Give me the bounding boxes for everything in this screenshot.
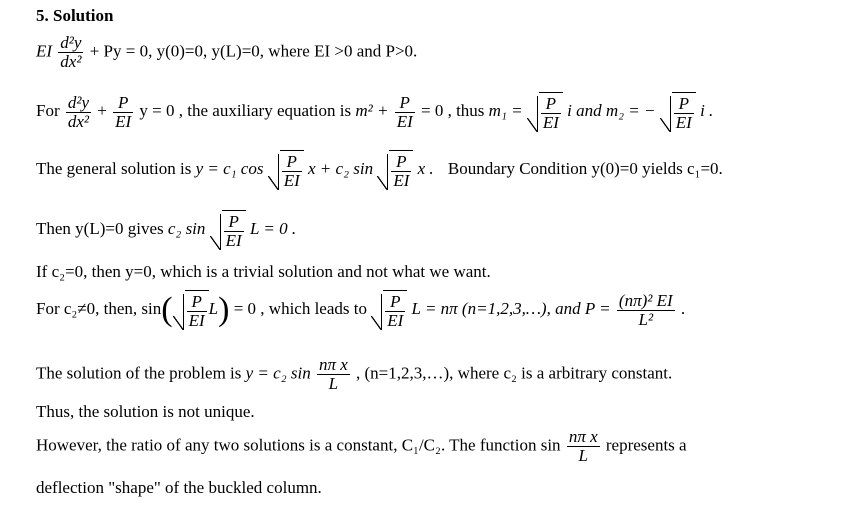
fraction-numerator: (nπ)² EI bbox=[618, 290, 673, 310]
x-plus-c2-sin: x + c₂ sin bbox=[308, 158, 374, 178]
deflection-line: deflection "shape" of the buckled column. bbox=[36, 478, 322, 497]
p-over-ei-fraction bbox=[385, 293, 405, 330]
imaginary-unit-and: i and bbox=[567, 100, 602, 120]
fraction-numerator: P bbox=[395, 94, 415, 113]
p-over-ei-fraction bbox=[674, 95, 694, 132]
fraction-numerator: d²y bbox=[67, 92, 90, 112]
p-over-ei-fraction bbox=[224, 213, 244, 250]
section-heading: 5. Solution bbox=[36, 6, 114, 25]
left-paren: ( bbox=[161, 291, 173, 328]
fraction-denominator: EI bbox=[225, 231, 242, 250]
auxiliary-equation-line bbox=[36, 92, 713, 132]
ratio-line bbox=[36, 428, 687, 465]
fraction-denominator: dx² bbox=[67, 111, 90, 131]
sqrt-p-over-ei bbox=[527, 92, 563, 132]
l-equals-zero: L = 0 . bbox=[249, 218, 297, 238]
ratio-text-tail: represents a bbox=[605, 435, 687, 455]
equation-text: y = 0 , the auxiliary equation is bbox=[139, 100, 352, 120]
fraction-numerator: P bbox=[187, 293, 207, 312]
critical-load-fraction bbox=[617, 292, 675, 329]
p-over-ei-fraction bbox=[391, 153, 411, 190]
ode-rest: + Py = 0, y(0)=0, y(L)=0, where EI >0 and P>0. bbox=[89, 41, 418, 61]
sqrt-p-over-ei bbox=[268, 150, 304, 190]
fraction-denominator: EI bbox=[188, 311, 205, 330]
fraction-denominator: L² bbox=[638, 309, 654, 329]
ei-coefficient: EI bbox=[36, 41, 53, 61]
fraction-numerator: P bbox=[541, 95, 561, 114]
fraction-denominator: EI bbox=[542, 113, 559, 132]
sqrt-p-over-ei bbox=[377, 150, 413, 190]
second-derivative-fraction bbox=[58, 34, 83, 71]
not-unique-line: Thus, the solution is not unique. bbox=[36, 402, 255, 421]
eigenvalue-line bbox=[36, 290, 685, 330]
fraction-denominator: EI bbox=[396, 111, 413, 131]
c2-sin: c₂ sin bbox=[167, 218, 206, 238]
m1-label: m₁ = bbox=[488, 100, 523, 120]
fraction-denominator: EI bbox=[283, 171, 300, 190]
sqrt-p-over-ei bbox=[371, 290, 407, 330]
fraction-denominator: EI bbox=[387, 311, 404, 330]
fraction-numerator: P bbox=[674, 95, 694, 114]
p-equals: P = bbox=[584, 298, 611, 318]
trivial-solution-line: If c₂=0, then y=0, which is a trivial solution and not what we want. bbox=[36, 262, 491, 281]
fraction-numerator: nπ x bbox=[568, 427, 598, 446]
equation-text: = 0 , thus bbox=[420, 100, 485, 120]
fraction-denominator: EI bbox=[393, 171, 410, 190]
sqrt-p-over-ei bbox=[210, 210, 246, 250]
fraction-numerator: P bbox=[224, 213, 244, 232]
fraction-denominator: L bbox=[578, 446, 588, 465]
ode-statement bbox=[36, 34, 417, 71]
y-equals-c1-cos: y = c₁ cos bbox=[195, 158, 264, 178]
period: . bbox=[680, 298, 686, 318]
m2-label: m₂ = − bbox=[605, 100, 656, 120]
m-squared: m² + bbox=[355, 100, 389, 120]
ratio-text: However, the ratio of any two solutions is a constant, C₁/C₂. The function sin bbox=[36, 435, 561, 455]
fraction-denominator: L bbox=[328, 374, 339, 393]
npix-over-l-fraction bbox=[567, 428, 600, 465]
fraction-numerator: d²y bbox=[60, 33, 82, 52]
fraction-denominator: EI bbox=[115, 111, 132, 131]
general-solution-text: The general solution is bbox=[36, 158, 192, 178]
p-over-ei-fraction bbox=[541, 95, 561, 132]
for-label: For bbox=[36, 100, 60, 120]
y-equals-c2-sin: y = c₂ sin bbox=[245, 363, 311, 383]
second-derivative-fraction bbox=[66, 94, 91, 131]
plus-sign: + bbox=[97, 100, 107, 120]
x-end: x . bbox=[417, 158, 434, 178]
fraction-numerator: P bbox=[113, 94, 133, 113]
for-c2-text: For c₂≠0, then, sin bbox=[36, 298, 162, 318]
p-over-ei-fraction bbox=[187, 293, 207, 330]
p-over-ei-fraction bbox=[282, 153, 302, 190]
sqrt-p-over-ei bbox=[660, 92, 696, 132]
imaginary-unit: i . bbox=[700, 100, 714, 120]
l-equals-npi: L = nπ (n=1,2,3,…), and bbox=[411, 298, 581, 318]
fraction-numerator: P bbox=[385, 293, 405, 312]
boundary-condition-text: Boundary Condition y(0)=0 yields c₁=0. bbox=[447, 158, 723, 178]
fraction-denominator: EI bbox=[675, 113, 692, 132]
general-solution-line bbox=[36, 150, 723, 190]
right-paren: ) bbox=[218, 291, 230, 328]
npix-over-l-fraction bbox=[317, 356, 350, 393]
p-over-ei-fraction bbox=[113, 94, 133, 131]
solution-line bbox=[36, 356, 672, 393]
solution-text-tail: , (n=1,2,3,…), where c₂ is a arbitrary constant. bbox=[356, 363, 673, 383]
fraction-numerator: nπ x bbox=[318, 355, 348, 374]
sqrt-p-over-ei bbox=[173, 290, 209, 330]
solution-text: The solution of the problem is bbox=[36, 363, 242, 383]
p-over-ei-fraction bbox=[395, 94, 415, 131]
then-line bbox=[36, 210, 296, 250]
leads-to-text: = 0 , which leads to bbox=[233, 298, 367, 318]
l-variable: L bbox=[208, 298, 219, 318]
then-text: Then y(L)=0 gives bbox=[36, 218, 164, 238]
fraction-numerator: P bbox=[391, 153, 411, 172]
fraction-denominator: dx² bbox=[60, 52, 82, 71]
fraction-numerator: P bbox=[282, 153, 302, 172]
